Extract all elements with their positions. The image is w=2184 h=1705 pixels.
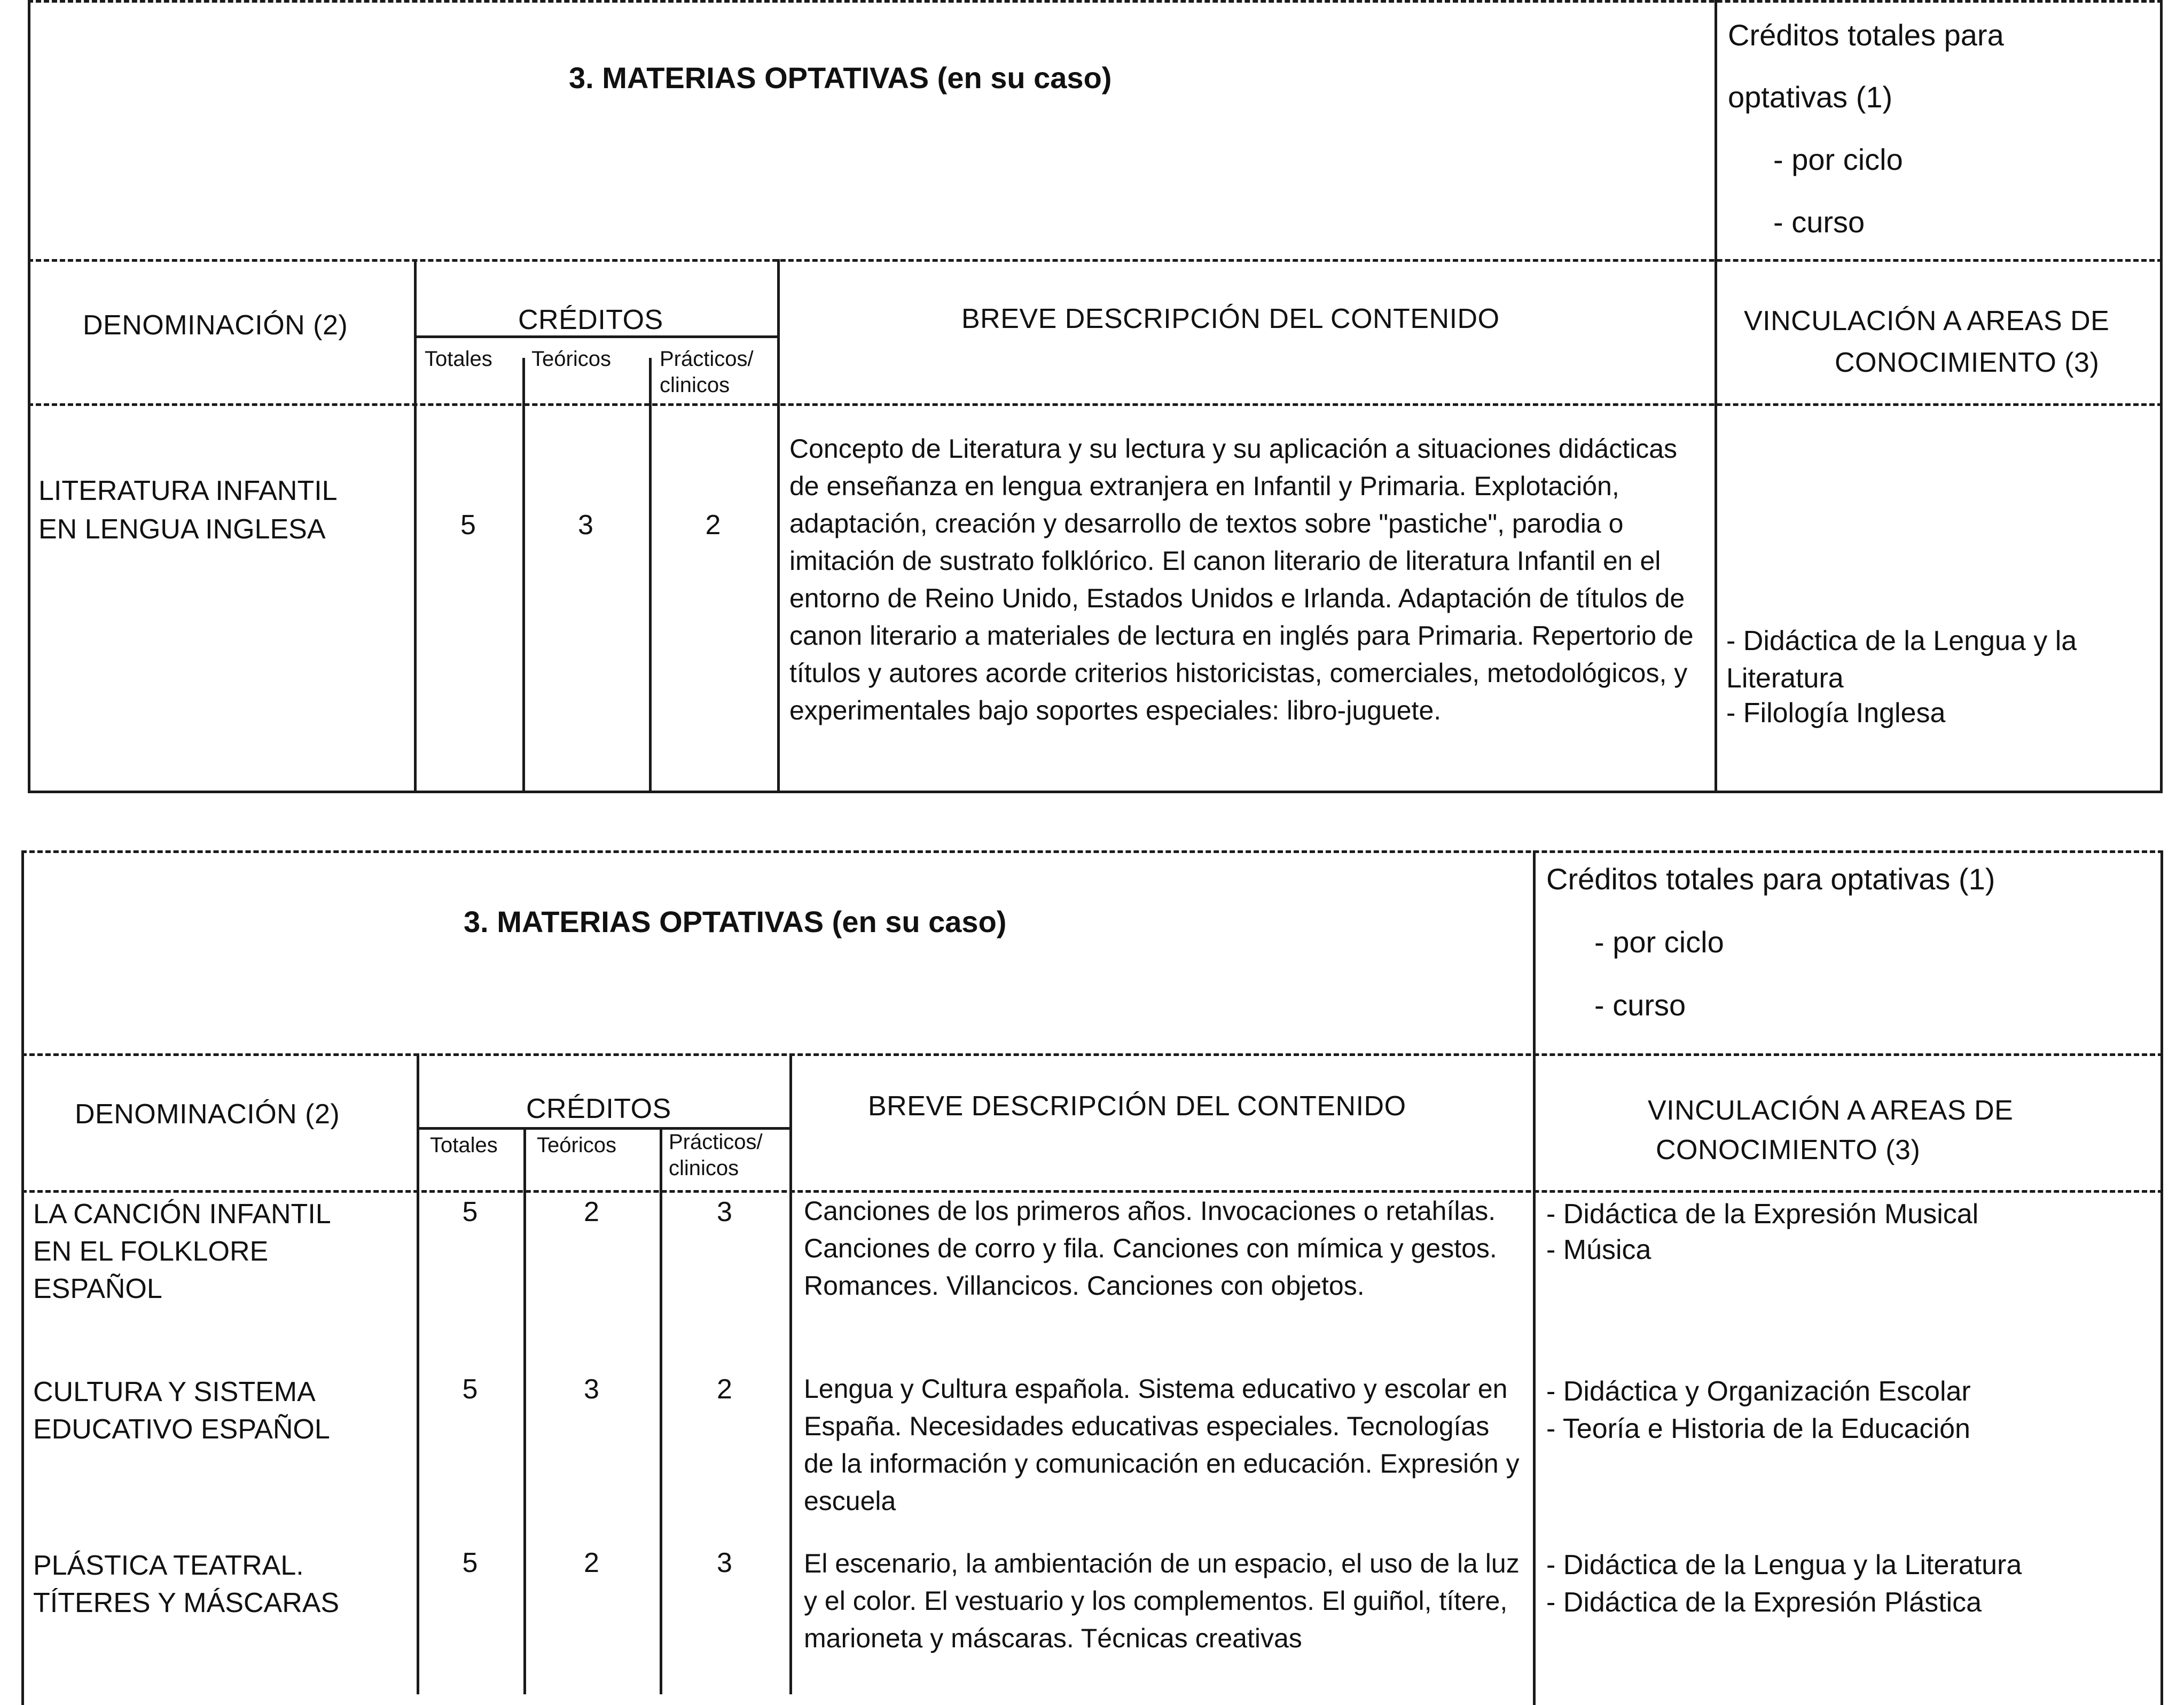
totales-header: Totales bbox=[425, 347, 492, 371]
subject-description: Lengua y Cultura española. Sistema educativo y escolar en España. Necesidades educativas especiales. Tecnologías de la información y comunicación en educación. Expresión y escuela bbox=[804, 1374, 1520, 1516]
table-2-header-divider bbox=[21, 1053, 2163, 1056]
credits-practice: 2 bbox=[717, 1374, 732, 1405]
table-1-col-divider bbox=[522, 358, 525, 793]
credits-theory: 3 bbox=[584, 1374, 599, 1405]
credits-theory: 2 bbox=[584, 1196, 599, 1227]
teoricos-header: Teóricos bbox=[531, 347, 611, 371]
table-1-col-divider bbox=[649, 358, 652, 793]
vinculacion-header: VINCULACIÓN A AREAS DE bbox=[1744, 306, 2110, 337]
creditos-header: CRÉDITOS bbox=[518, 304, 663, 335]
table-2-totals-divider bbox=[1533, 850, 1536, 1705]
credits-total: 5 bbox=[462, 1196, 478, 1227]
subject-name: CULTURA Y SISTEMA bbox=[33, 1376, 316, 1407]
section-title: 3. MATERIAS OPTATIVAS (en su caso) bbox=[569, 61, 1112, 95]
subject-name: ESPAÑOL bbox=[33, 1273, 162, 1304]
credits-practice: 3 bbox=[717, 1196, 732, 1227]
subject-name: TÍTERES Y MÁSCARAS bbox=[33, 1587, 340, 1618]
credits-total: 5 bbox=[462, 1547, 478, 1578]
table-1-col-divider bbox=[777, 259, 780, 793]
practicos-header: Prácticos/ clinicos bbox=[669, 1130, 763, 1180]
subject-name: PLÁSTICA TEATRAL. bbox=[33, 1550, 304, 1581]
credits-practice: 3 bbox=[717, 1547, 732, 1578]
subject-description: Concepto de Literatura y su lectura y su aplicación a situaciones didácticas de enseñanza en lengua extranjera en Infantil y Primaria. Explotación, adaptación, creación y desarrollo de textos sobre "pastiche", parodia o imitación de sustrato folklórico. El canon literario de literatura Infantil en el entorno de Reino Unido, Estados Unidos e Irlanda. Adaptación de títulos de canon literario a materiales de lectura en inglés para Primaria. Repertorio de títulos y autores acorde criterios historicistas, comerciales, metodológicos, y experimentales bajo soportes especiales: libro-juguete. bbox=[789, 434, 1694, 725]
table-1-colheader-divider bbox=[28, 403, 2163, 406]
credits-theory: 3 bbox=[578, 510, 593, 541]
per-cycle-label: - por ciclo bbox=[1594, 925, 1724, 959]
descripcion-header: BREVE DESCRIPCIÓN DEL CONTENIDO bbox=[868, 1091, 1406, 1122]
teoricos-header: Teóricos bbox=[537, 1133, 616, 1157]
subject-description: Canciones de los primeros años. Invocaciones o retahílas. Canciones de corro y fila. Canciones con mímica y gestos. Romances. Villancicos. Canciones con objetos. bbox=[804, 1196, 1497, 1301]
totales-header: Totales bbox=[430, 1133, 498, 1157]
table-1-header-divider bbox=[28, 259, 2163, 262]
credits-total: 5 bbox=[462, 1374, 478, 1405]
knowledge-area: - Teoría e Historia de la Educación bbox=[1546, 1413, 1970, 1444]
credits-theory: 2 bbox=[584, 1547, 599, 1578]
credits-total: 5 bbox=[460, 510, 476, 541]
knowledge-area: - Didáctica de la Expresión Plástica bbox=[1546, 1587, 1982, 1618]
subject-description: El escenario, la ambientación de un espacio, el uso de la luz y el color. El vestuario y los complementos. El guiñol, títere, marioneta y máscaras. Técnicas creativas bbox=[804, 1548, 1520, 1653]
total-credits-label: Créditos totales para optativas (1) bbox=[1546, 862, 1995, 896]
subject-name: LITERATURA INFANTIL bbox=[38, 475, 338, 506]
denominacion-header: DENOMINACIÓN (2) bbox=[83, 310, 348, 341]
vinculacion-header: VINCULACIÓN A AREAS DE bbox=[1648, 1095, 2014, 1126]
knowledge-area: - Didáctica de la Expresión Musical bbox=[1546, 1199, 1979, 1230]
vinculacion-header-2: CONOCIMIENTO (3) bbox=[1656, 1135, 1921, 1166]
table-2-col-divider bbox=[789, 1053, 792, 1694]
knowledge-area: - Didáctica y Organización Escolar bbox=[1546, 1376, 1971, 1407]
creditos-header: CRÉDITOS bbox=[526, 1093, 671, 1124]
knowledge-area: - Música bbox=[1546, 1234, 1651, 1265]
practicos-header: Prácticos/ clinicos bbox=[660, 347, 754, 397]
per-cycle-label: - por ciclo bbox=[1773, 143, 1903, 176]
subject-name: EN EL FOLKLORE bbox=[33, 1236, 269, 1267]
knowledge-area: - Didáctica de la Lengua y la Literatura bbox=[1726, 625, 2077, 694]
section-title: 3. MATERIAS OPTATIVAS (en su caso) bbox=[464, 905, 1007, 938]
total-credits-label: Créditos totales para bbox=[1728, 18, 2004, 52]
credits-practice: 2 bbox=[705, 510, 721, 541]
table-1-totals-divider bbox=[1715, 0, 1717, 793]
course-label: - curso bbox=[1773, 205, 1865, 239]
denominacion-header: DENOMINACIÓN (2) bbox=[75, 1099, 340, 1130]
vinculacion-header-2: CONOCIMIENTO (3) bbox=[1835, 347, 2100, 378]
subject-name: EN LENGUA INGLESA bbox=[38, 514, 326, 545]
knowledge-area: - Didáctica de la Lengua y la Literatura bbox=[1546, 1550, 2022, 1581]
total-credits-label-2: optativas (1) bbox=[1728, 80, 1893, 114]
subject-name: LA CANCIÓN INFANTIL bbox=[33, 1199, 331, 1230]
course-label: - curso bbox=[1594, 988, 1686, 1022]
descripcion-header: BREVE DESCRIPCIÓN DEL CONTENIDO bbox=[961, 303, 1500, 334]
subject-name: EDUCATIVO ESPAÑOL bbox=[33, 1414, 330, 1445]
knowledge-area: - Filología Inglesa bbox=[1726, 698, 1946, 729]
